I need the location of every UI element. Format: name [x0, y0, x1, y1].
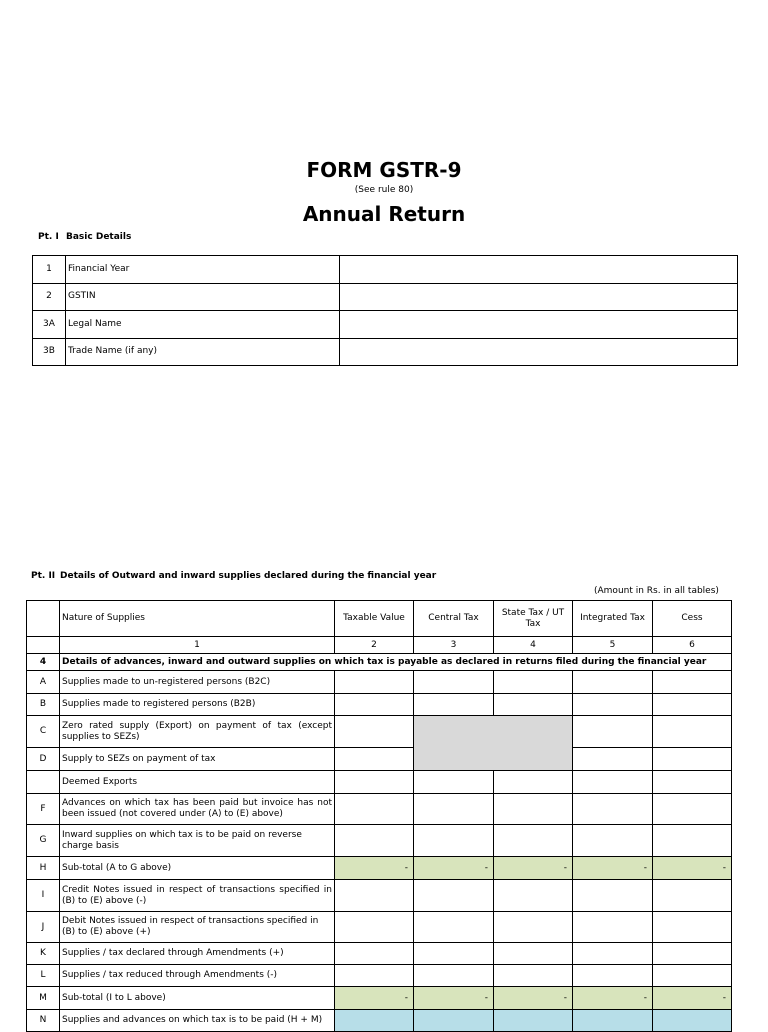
value-cell[interactable] — [494, 825, 573, 857]
value-cell[interactable] — [653, 880, 732, 912]
row-label: Sub-total (I to L above) — [60, 987, 335, 1010]
value-cell[interactable] — [335, 748, 414, 771]
value-cell[interactable] — [573, 748, 653, 771]
table-row — [27, 716, 732, 748]
value-cell[interactable] — [335, 825, 414, 857]
value-cell[interactable] — [573, 825, 653, 857]
value-cell[interactable] — [573, 912, 653, 943]
subtotal-cell: - — [573, 987, 653, 1010]
value-cell[interactable] — [414, 825, 494, 857]
row-number: 1 — [33, 256, 66, 284]
value-cell[interactable] — [494, 771, 573, 794]
row-label: Zero rated supply (Export) on payment of tax (except supplies to SEZs) — [60, 716, 335, 748]
table-row — [27, 694, 732, 716]
value-cell[interactable] — [573, 794, 653, 825]
value-cell[interactable] — [335, 880, 414, 912]
value-cell[interactable] — [494, 880, 573, 912]
row-label: Financial Year — [66, 256, 340, 284]
section-title: Details of advances, inward and outward supplies on which tax is payable as declared in returns filed during the financial year — [60, 654, 732, 671]
row-id: K — [27, 943, 60, 965]
gstin-field[interactable] — [340, 283, 738, 311]
value-cell[interactable] — [494, 794, 573, 825]
row-label: Supplies and advances on which tax is to be paid (H + M) — [60, 1010, 335, 1032]
table-row — [27, 794, 732, 825]
value-cell[interactable] — [335, 965, 414, 987]
column-number: 2 — [335, 637, 414, 654]
column-number-row — [27, 637, 732, 654]
row-id: F — [27, 794, 60, 825]
table-row — [27, 825, 732, 857]
total-row — [27, 1010, 732, 1032]
rule-note: (See rule 80) — [354, 185, 414, 195]
value-cell[interactable] — [414, 771, 494, 794]
value-cell[interactable] — [653, 794, 732, 825]
column-header: Cess — [653, 601, 732, 637]
subtotal-cell: - — [653, 857, 732, 880]
section-number: 4 — [27, 654, 60, 671]
value-cell[interactable] — [335, 912, 414, 943]
disabled-cell — [414, 716, 573, 771]
total-cell — [335, 1010, 414, 1032]
value-cell[interactable] — [653, 771, 732, 794]
table-row — [33, 311, 738, 339]
value-cell[interactable] — [494, 965, 573, 987]
row-label: Advances on which tax has been paid but invoice has not been issued (not covered under (A) to (E) above) — [60, 794, 335, 825]
table-row — [27, 965, 732, 987]
column-header: Taxable Value — [335, 601, 414, 637]
row-label: GSTIN — [66, 283, 340, 311]
value-cell[interactable] — [653, 825, 732, 857]
row-id: B — [27, 694, 60, 716]
value-cell[interactable] — [573, 880, 653, 912]
supplies-table — [26, 600, 732, 1032]
table-row — [27, 748, 732, 771]
value-cell[interactable] — [335, 671, 414, 694]
column-number: 6 — [653, 637, 732, 654]
value-cell[interactable] — [653, 943, 732, 965]
value-cell[interactable] — [653, 965, 732, 987]
header-row — [27, 601, 732, 637]
table-row — [33, 283, 738, 311]
row-id — [27, 771, 60, 794]
value-cell[interactable] — [653, 694, 732, 716]
value-cell[interactable] — [335, 771, 414, 794]
column-number: 4 — [494, 637, 573, 654]
amount-note: (Amount in Rs. in all tables) — [594, 586, 719, 596]
value-cell[interactable] — [335, 716, 414, 748]
legal-name-field[interactable] — [340, 311, 738, 339]
value-cell[interactable] — [573, 943, 653, 965]
row-id: J — [27, 912, 60, 943]
financial-year-field[interactable] — [340, 256, 738, 284]
row-id: M — [27, 987, 60, 1010]
row-id: G — [27, 825, 60, 857]
row-number: 3B — [33, 338, 66, 366]
value-cell[interactable] — [653, 748, 732, 771]
subtotal-cell: - — [414, 857, 494, 880]
row-label: Supplies made to registered persons (B2B) — [60, 694, 335, 716]
table-row — [27, 943, 732, 965]
column-number: 5 — [573, 637, 653, 654]
subtotal-cell: - — [573, 857, 653, 880]
value-cell[interactable] — [335, 943, 414, 965]
row-label: Legal Name — [66, 311, 340, 339]
table-row — [27, 771, 732, 794]
row-label: Supplies / tax declared through Amendments (+) — [60, 943, 335, 965]
value-cell[interactable] — [653, 912, 732, 943]
value-cell[interactable] — [573, 965, 653, 987]
table-row — [27, 880, 732, 912]
column-header: Central Tax — [414, 601, 494, 637]
header-blank — [27, 601, 60, 637]
part2-title: Details of Outward and inward supplies declared during the financial year — [60, 571, 437, 581]
row-label: Supply to SEZs on payment of tax — [60, 748, 335, 771]
value-cell[interactable] — [494, 943, 573, 965]
total-cell — [494, 1010, 573, 1032]
column-number: 1 — [60, 637, 335, 654]
part2-heading — [31, 571, 436, 581]
form-title: FORM GSTR-9 — [306, 158, 462, 182]
value-cell[interactable] — [653, 671, 732, 694]
row-id: N — [27, 1010, 60, 1032]
row-number: 2 — [33, 283, 66, 311]
table-row — [27, 671, 732, 694]
value-cell[interactable] — [414, 880, 494, 912]
table-row — [33, 338, 738, 366]
table-row — [27, 912, 732, 943]
row-id: A — [27, 671, 60, 694]
value-cell[interactable] — [494, 671, 573, 694]
total-cell — [653, 1010, 732, 1032]
value-cell[interactable] — [414, 671, 494, 694]
value-cell[interactable] — [414, 694, 494, 716]
total-cell — [414, 1010, 494, 1032]
value-cell[interactable] — [494, 694, 573, 716]
row-label: Supplies made to un-registered persons (B2C) — [60, 671, 335, 694]
trade-name-field[interactable] — [340, 338, 738, 366]
value-cell[interactable] — [335, 794, 414, 825]
row-label: Deemed Exports — [60, 771, 335, 794]
row-label: Supplies / tax reduced through Amendments (-) — [60, 965, 335, 987]
basic-details-table — [32, 255, 738, 366]
row-number: 3A — [33, 311, 66, 339]
value-cell[interactable] — [573, 671, 653, 694]
subtotal-row — [27, 987, 732, 1010]
row-id: I — [27, 880, 60, 912]
section-row — [27, 654, 732, 671]
subtotal-cell: - — [494, 987, 573, 1010]
column-header: Integrated Tax — [573, 601, 653, 637]
value-cell[interactable] — [414, 912, 494, 943]
value-cell[interactable] — [335, 694, 414, 716]
value-cell[interactable] — [414, 794, 494, 825]
row-id: L — [27, 965, 60, 987]
value-cell[interactable] — [414, 965, 494, 987]
column-header: State Tax / UT Tax — [494, 601, 573, 637]
subtotal-cell: - — [494, 857, 573, 880]
value-cell[interactable] — [573, 716, 653, 748]
row-id: H — [27, 857, 60, 880]
subtotal-row — [27, 857, 732, 880]
table-row — [33, 256, 738, 284]
value-cell[interactable] — [653, 716, 732, 748]
part1-label: Pt. I — [38, 232, 59, 242]
column-number: 3 — [414, 637, 494, 654]
value-cell[interactable] — [573, 771, 653, 794]
row-label: Trade Name (if any) — [66, 338, 340, 366]
total-cell — [573, 1010, 653, 1032]
part1-heading — [38, 232, 131, 242]
subtotal-cell: - — [414, 987, 494, 1010]
subtotal-cell: - — [335, 857, 414, 880]
row-label: Sub-total (A to G above) — [60, 857, 335, 880]
part2-label: Pt. II — [31, 571, 56, 581]
header-blank — [27, 637, 60, 654]
row-id: C — [27, 716, 60, 748]
part1-title: Basic Details — [66, 232, 132, 242]
return-title: Annual Return — [302, 202, 466, 226]
row-id: D — [27, 748, 60, 771]
column-header: Nature of Supplies — [60, 601, 335, 637]
row-label: Debit Notes issued in respect of transactions specified in (B) to (E) above (+) — [60, 912, 335, 943]
value-cell[interactable] — [573, 694, 653, 716]
value-cell[interactable] — [494, 912, 573, 943]
row-label: Credit Notes issued in respect of transactions specified in (B) to (E) above (-) — [60, 880, 335, 912]
row-label: Inward supplies on which tax is to be paid on reverse charge basis — [60, 825, 335, 857]
subtotal-cell: - — [653, 987, 732, 1010]
value-cell[interactable] — [414, 943, 494, 965]
subtotal-cell: - — [335, 987, 414, 1010]
